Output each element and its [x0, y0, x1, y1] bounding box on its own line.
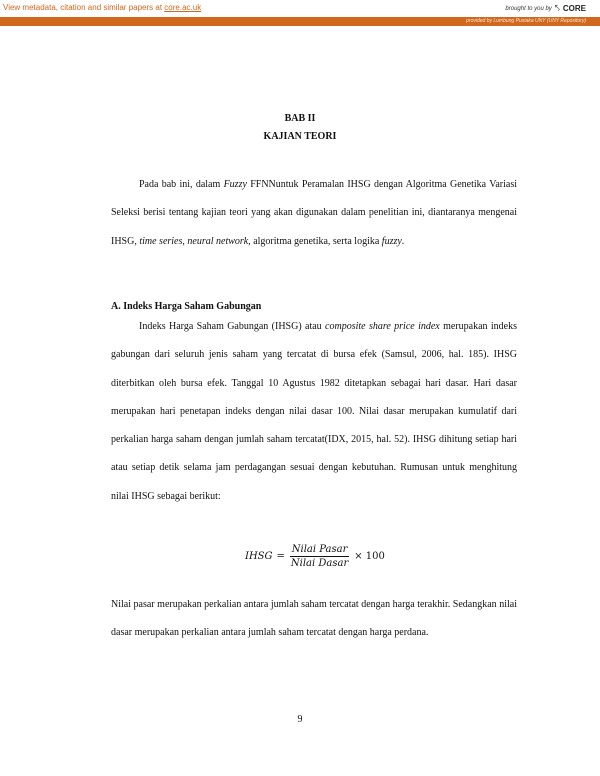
core-banner	[0, 0, 600, 27]
formula-lhs: IHSG	[245, 551, 273, 562]
metadata-link-text: View metadata, citation and similar papers at core.ac.uk	[3, 3, 202, 12]
intro-paragraph: Pada bab ini, dalam Fuzzy FFNNuntuk Peramalan IHSG dengan Algoritma Genetika Variasi Seleksi berisi tentang kajian teori yang akan digunakan dalam penelitian ini, diantaranya mengenai IHSG, time series, neural network, algoritma genetika, serta logika fuzzy.	[111, 179, 517, 247]
formula-times: × 100	[354, 551, 385, 562]
nilai-paragraph: Nilai pasar merupakan perkalian antara jumlah saham tercatat dengan harga terakhir. Sedangkan nilai dasar merupakan perkalian antara jumlah saham tercatat dengan harga perdana.	[111, 599, 517, 639]
core-brand-word: CORE	[562, 4, 586, 13]
formula-denominator: Nilai Dasar	[290, 558, 349, 569]
core-brand[interactable]	[505, 3, 586, 14]
chapter-number: BAB II	[284, 113, 316, 124]
page-number: 9	[297, 714, 303, 725]
formula-numerator: Nilai Pasar	[291, 544, 348, 555]
section-heading-ihsg: A. Indeks Harga Saham Gabungan	[111, 301, 262, 312]
ihsg-paragraph: Indeks Harga Saham Gabungan (IHSG) atau composite share price index merupakan indeks gabungan dari seluruh jenis saham yang tercatat di bursa efek (Samsul, 2006, hal. 185). IHSG diterbitkan oleh bursa efek. Tanggal 10 Agustus 1982 ditetapkan sebagai hari dasar. Hari dasar merupakan hari penetapan indeks dengan nilai dasar 100. Nilai dasar merupakan kumulatif dari perkalian harga saham dengan jumlah saham tercatat(IDX, 2015, hal. 52). IHSG dihitung setiap hari atau setiap detik selama jam perdagangan sesuai dengan kebutuhan. Rumusan untuk menghitung nilai IHSG sebagai berikut:	[111, 321, 517, 502]
core-ac-uk-link[interactable]: core.ac.uk	[164, 3, 202, 12]
formula-equals: =	[276, 551, 285, 562]
brought-by-text: brought to you by	[505, 5, 552, 12]
provided-by-strip	[0, 17, 600, 26]
formula-fraction	[289, 544, 350, 569]
chapter-title: KAJIAN TEORI	[263, 131, 337, 142]
ihsg-formula	[245, 544, 385, 569]
core-logo-icon: ⤣	[554, 3, 560, 13]
provided-by-text: provided by Lumbung Pustaka UNY (UNY Repository)	[466, 18, 586, 24]
